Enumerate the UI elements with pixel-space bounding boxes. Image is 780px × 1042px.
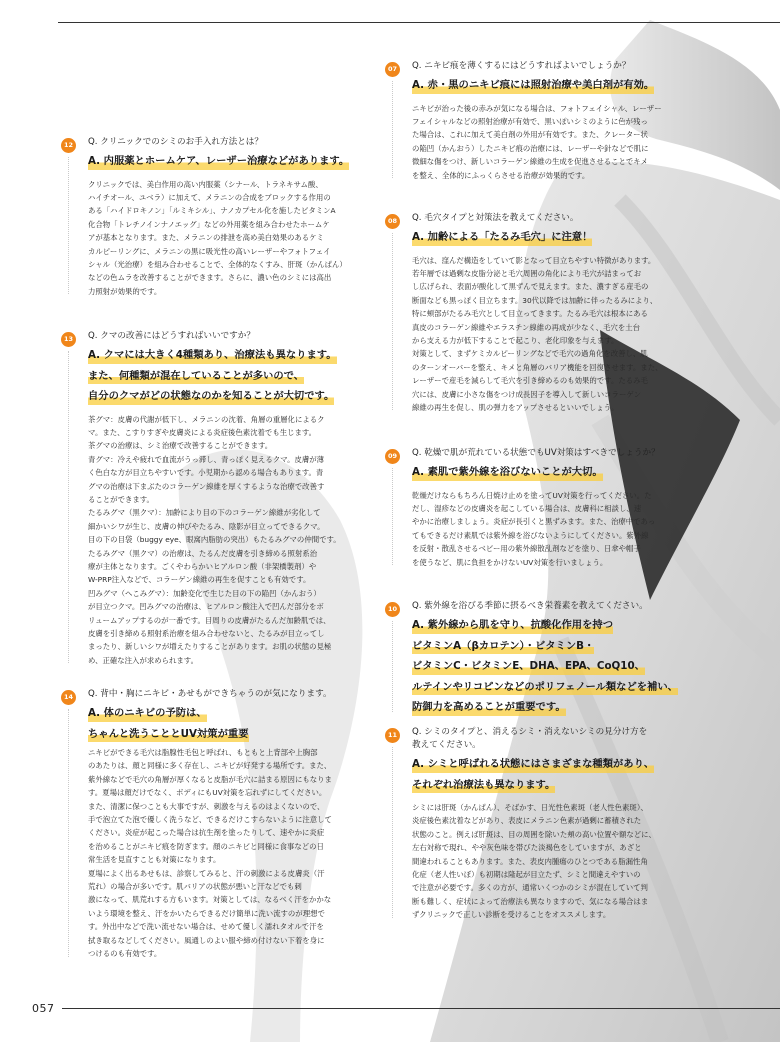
body-line: 荒れ）の場合が多いです。肌バリアの状態が悪いと汗などでも刺 [88,882,302,892]
answer-headline: A. 赤・黒のニキビ痕には照射治療や美白剤が有効。 [412,78,654,94]
body-line: たるみグマ（黒クマ）：加齢により目の下のコラーゲン線維が劣化して [88,508,321,518]
body-line: ずクリニックで正しい診断を受けることをオススメします。 [412,910,611,920]
body-line: ることができます。 [88,494,154,504]
body-line: し広げられ、表面が酸化して黒ずんで見えます。また、濃すぎる産毛の [412,282,649,292]
body-line: ください。炎症が起こった場合は抗生剤を塗ったりして、速やかに炎症 [88,828,325,838]
body-line: 常生活を見直すことも対策になります。 [88,855,221,865]
body-line: を反射・散乱させるベビー用の紫外線散乱剤などを塗り、日傘や帽子 [412,544,641,554]
answer-headline: A. 体のニキビの予防は、 [88,706,207,722]
body-line: レーザーで産毛を減らして毛穴を引き締めるのも効果的です。たるみ毛 [412,376,648,386]
body-line: 炎症後色素沈着などがあり、表皮にメラニン色素が過剰に蓄積された [412,816,642,826]
body-line: 茶グマ：皮膚の代謝が低下し、メラニンの沈着、角層の重層化によるク [88,414,325,424]
body-line: いよう環境を整え、汗をかいたらできるだけ簡単に洗い流すのが理想で [88,908,325,918]
answer-body [412,801,656,922]
body-line: のあたりは、顔と同様に多く存在し、ニキビが好発する場所です。また、 [88,761,332,771]
body-line: 激になって、肌荒れする方もいます。対策としては、なるべく汗をかかな [88,895,332,905]
answer-headline: A. 素肌で紫外線を浴びないことが大切。 [412,465,603,481]
qa-item-09 [387,447,660,569]
qa-item-08 [387,212,663,414]
answer-headline: A. 加齢による「たるみ毛穴」に注意！ [412,230,592,246]
body-line: 茶グマの治療は、シミ治療で改善することができます。 [88,441,273,451]
body-line: クリニックでは、美白作用の高い内服薬（シナール、トラネキサム酸、 [88,179,323,189]
body-line: たるみグマ（黒クマ）の治療は、たるんだ皮膚を引き締める照射系治 [88,548,318,558]
question-text: Q. 背中・胸にニキビ・あせもができちゃうのが気になります。 [88,689,332,699]
body-line: 皮膚を引き締める照射系治療を組み合わせないと、たるみが目立ってし [88,629,325,638]
question-text: Q. クマの改善にはどうすればいいですか？ [88,331,255,341]
body-line: シャル（光治療）を組み合わせることで、全体的なくすみ、肝斑（かんぱん） [88,259,347,269]
body-line: 化症（老人性いぼ）も初期は隆起が目立たず、シミと間違えやすいの [412,870,641,880]
body-line: 穴には、皮膚に小さな傷をつけ成長因子を導入して新しいコラーゲン [412,389,641,399]
dotted-rule [68,351,69,663]
answer-headline: A. 内服薬とホームケア、レーザー治療などがあります。 [88,154,349,170]
body-line: め、正確な注入が求められます。 [88,655,198,665]
body-line: 間違われることもあります。また、表皮内腫瘍のひとつである脂漏性角 [412,856,648,866]
body-line: 化合物「トレチノインナノエッグ」などの外用薬を組み合わせたホームケ [88,219,330,229]
body-line: 断も難しく、症状によって治療法も異なりますので、気になる場合はま [412,896,649,906]
body-line: 特に頬部がたるみ毛穴として目立ってきます。たるみ毛穴は根本にある [412,309,648,319]
item-number-badge: 11 [385,728,400,743]
body-line: てもできるだけ素肌では紫外線を浴びないようにしてください。紫外線 [412,530,649,540]
body-line: 乾燥だけならもちろん日焼け止めを塗ってUV対策を行ってください。た [412,490,652,500]
item-number-badge: 13 [61,332,76,347]
body-line: グマの治療は下まぶたのコラーゲン線維を厚くするような治療で改善す [88,481,325,491]
question-text: Q. シミのタイプと、消えるシミ・消えないシミの見分け方を [412,727,648,737]
item-number-badge: 14 [61,690,76,705]
body-line: す。夏場は顔だけでなく、ボディにもUV対策を忘れずにしてください。 [88,788,327,798]
body-line: 対策として、まずケミカルピーリングなどで毛穴の過角化を改善し、肌 [412,349,648,359]
body-line: だし、湿疹などの皮膚炎を起こしている場合は、皮膚科に相談し、速 [412,503,642,513]
question-text: Q. 乾燥で肌が荒れている状態でもUV対策はすべきでしょうか？ [412,448,660,458]
body-line: 夏場によく出るあせもは、診察してみると、汗の刺激による皮膚炎（汗 [88,868,325,878]
body-line: つけるのも有効です。 [88,949,162,959]
body-line: 毛穴は、窪んだ構造をしていて影となって目立ちやすい特徴があります。 [412,255,656,265]
item-number-badge: 12 [61,138,76,153]
body-line: で注意が必要です。多くの方が、通常いくつかのシミが混在していて判 [412,883,648,893]
body-line: 紫外線などで毛穴の角層が厚くなると皮脂が毛穴に詰まる原因にもなりま [88,774,332,784]
body-line: が目立つクマ。凹みグマの治療は、ヒアルロン酸注入で凹んだ部分をボ [88,602,324,612]
body-line: 療が主体となります。ごくやわらかいヒアルロン酸（非架橋製剤）や [88,561,317,571]
body-line: を使うなど、肌に負担をかけないUV対策を行いましょう。 [412,557,608,567]
question-text: Q. 紫外線を浴びる季節に摂るべき栄養素を教えてください。 [412,601,648,611]
body-line: た場合は、これに加えて美白剤の外用が有効です。また、クレーター状 [412,130,648,140]
body-line: 拭き取るなどしてください。風通しのよい服や締め付けない下着を身に [88,935,325,945]
question-text: Q. 毛穴タイプと対策法を教えてください。 [412,213,579,223]
body-line: W-PRP注入などで、コラーゲン線維の再生を促すことも有効です。 [88,575,311,585]
answer-headline: A. シミと呼ばれる状態にはさまざまな種類があり、 [412,757,654,773]
page-number: 057 [32,1002,55,1015]
body-line: ニキビができる毛穴は脂腺性毛包と呼ばれ、もともと上背部や上胸部 [88,748,318,757]
body-line: 凹みグマ（へこみグマ）：加齢変化で生じた目の下の陥凹（かんおう） [88,588,321,598]
answer-headline: それぞれ治療法も異なります。 [412,778,555,794]
answer-body [412,489,660,569]
body-line: ハイチオール、ユベラ）に加えて、メラニンの合成をブロックする作用の [88,192,331,202]
qa-item-13 [63,330,341,667]
question-text: Q. クリニックでのシミのお手入れ方法とは？ [88,137,263,147]
dotted-rule [392,233,393,410]
dotted-rule [68,709,69,957]
body-line: やかに治療しましょう。炎症が長引くと黒ずみます。また、治療中であっ [412,517,656,527]
body-line: また、清潔に保つことも大事ですが、刺激を与えるのはよくないので、 [88,801,325,811]
body-line: 断面なども黒っぽく目立ちます。30代以降では加齢に伴ったるみにより、 [412,295,658,305]
qa-item-10 [387,600,678,716]
answer-body [412,254,662,415]
body-line: 若年層では過剰な皮脂分泌と毛穴周囲の角化により毛穴が詰まってお [412,268,642,278]
body-line: 青グマ：冷えや疲れで血流がうっ滞し、青っぽく見えるクマ。皮膚が薄 [88,454,325,464]
item-number-badge: 10 [385,602,400,617]
body-line: まったり、新しいシワが増えたりすることがあります。お肌の状態の見極 [88,642,332,652]
body-line: を治めることがニキビ痕を防ぎます。顔のニキビと同様に食事などの日 [88,841,324,851]
body-line: フェイシャルなどの照射治療が有効で、黒いぽいシミのように色が残っ [412,116,648,126]
body-line: の陥凹（かんおう）したニキビ痕の治療には、レーザーや針などで肌に [412,143,649,153]
body-line: 力照射が効果的です。 [88,286,162,296]
answer-headline: また、何種類が混在していることが多いので、 [88,369,304,385]
item-number-badge: 07 [385,62,400,77]
body-line: 真皮のコラーゲン線維やエラスチン線維の再成が少なく、毛穴を土台 [412,322,641,332]
answer-headline: ちゃんと洗うこととUV対策が重要 [88,727,249,743]
body-line: から支える力が低下することで起こり、老化印象を与えます。 [412,335,619,345]
body-line: カルピーリングに、メラニンの黒に吸光性の高いレーザーやフォトフェイ [88,246,331,256]
body-line: アが基本となります。また、メラニンの排泄を高め美白効果のあるケミ [88,233,324,243]
body-line: 状態のこと。例えば肝斑は、目の周囲を除いた頬の高い位置や額などに、 [412,829,656,839]
answer-body [412,102,662,182]
dotted-rule [392,621,393,712]
qa-item-14 [63,688,332,961]
dotted-rule [392,81,393,178]
body-line: マ。また、こすりすぎや皮膚炎による炎症後色素沈着でも生じます。 [88,427,317,437]
body-line: 左右対称で現れ、やや灰色味を帯びた淡褐色をしていますが、あざと [412,843,642,853]
body-line: シミには肝斑（かんぱん）、そばかす、日光性色素斑（老人性色素斑）、 [412,803,648,812]
dotted-rule [392,468,393,565]
answer-headline: ビタミンC・ビタミンE、DHA、EPA、CoQ10、 [412,659,645,675]
body-line: ある「ハイドロキノン」「ルミキシル」、ナノカプセル化を施したビタミンA [88,206,336,216]
body-line: 手で泡立てた泡で優しく洗うなど、できるだけこすらないように注意して [88,815,332,825]
item-number-badge: 08 [385,214,400,229]
body-line: リュームアップするのが一番です。目周りの皮膚がたるんだ加齢肌では、 [88,615,331,625]
body-line: 微細な傷をつけ、新しいコラーゲン線維の生成を促進させることでキメ [412,157,648,167]
answer-headline: ルテインやリコピンなどのポリフェノール類などを補い、 [412,680,678,696]
answer-headline: A. 紫外線から肌を守り、抗酸化作用を持つ [412,618,613,634]
answer-body [88,746,332,961]
answer-headline: A. クマには大きく4種類あり、治療法も異なります。 [88,348,337,364]
body-line: す。外出中などで洗い流せない場合は、せめて優しく濡れタオルで汗を [88,922,324,932]
body-line: 線維の再生を促し、肌の弾力をアップさせるといいでしょう。 [412,402,619,412]
answer-headline: 自分のクマがどの状態なのかを知ることが大切です。 [88,389,334,405]
body-line: 細かいシワが生じ、皮膚の伸びやたるみ、陰影が目立ってできるクマ。 [88,521,325,531]
qa-item-12 [63,136,350,298]
item-number-badge: 09 [385,449,400,464]
dotted-rule [68,157,69,294]
answer-headline: ビタミンA（βカロテン）・ビタミンB・ [412,639,594,655]
dotted-rule [392,747,393,918]
body-line: を整え、全体的にふっくらさせる治療が効果的です。 [412,170,590,180]
qa-item-07 [387,60,662,182]
answer-headline: 防御力を高めることが重要です。 [412,700,566,716]
body-line: ニキビが治った後の赤みが気になる場合は、フォトフェイシャル、レーザー [412,103,662,113]
question-text-continued: 教えてください。 [412,740,481,750]
body-line: く色白な方が目立ちやすいです。小児期から認める場合もあります。青 [88,468,324,478]
top-rule [58,22,780,23]
footer-rule [62,1008,780,1009]
body-line: などの色ムラを改善することができます。さらに、濃い色のシミには高出 [88,273,332,283]
question-text: Q. ニキビ痕を薄くするにはどうすればよいでしょうか？ [412,61,631,71]
body-line: 目の下の目袋（buggy eye、眼窩内脂肪の突出）もたるみグマの仲間です。 [88,535,341,545]
qa-item-11 [387,726,656,922]
body-line: のターンオーバーを整え、キメと角層のバリア機能を回復させます。また、 [412,362,663,372]
answer-body [88,413,341,668]
answer-body [88,178,349,299]
